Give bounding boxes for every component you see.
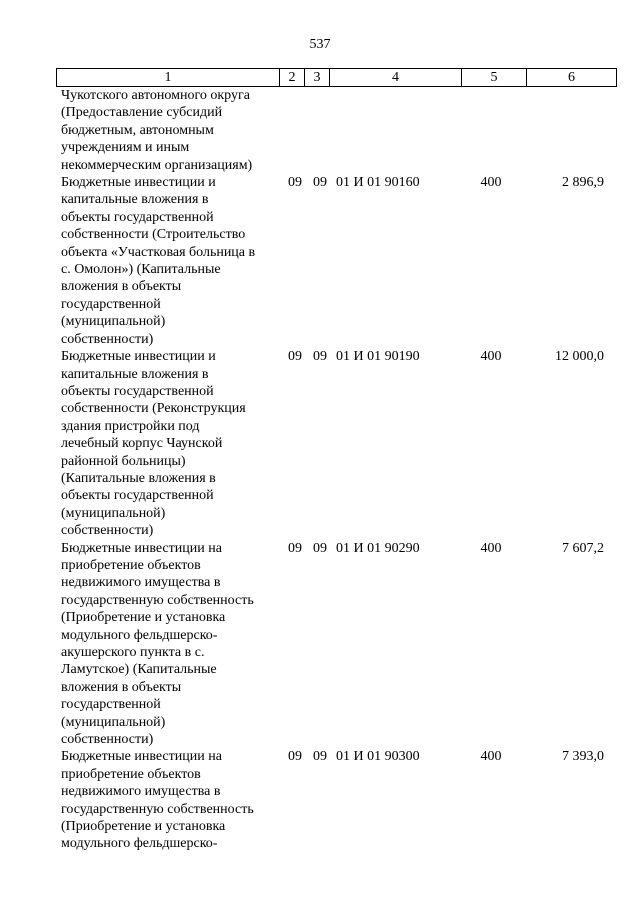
table-row xyxy=(0,87,640,174)
row-subsection: 09 xyxy=(313,175,327,191)
row-description: Бюджетные инвестиции на приобретение объектов недвижимого имущества в государственную собственность (Приобретение и установка модульного фельдшерско- xyxy=(61,749,254,852)
row-section: 09 xyxy=(288,540,302,556)
row-target-code: 01 И 01 90300 xyxy=(336,749,420,765)
page-number: 537 xyxy=(309,37,331,52)
row-description: Бюджетные инвестиции и капитальные вложения в объекты государственной собственности (Реконструкция здания пристройки под лечебный корпус Чаунской районной больницы) (Капитальные вложения в объекты государственной (муниципальной) собственности) xyxy=(61,349,246,539)
row-amount: 7 393,0 xyxy=(562,749,604,765)
row-expense-type: 400 xyxy=(480,175,502,191)
table-row xyxy=(0,348,640,539)
row-amount: 2 896,9 xyxy=(562,175,604,191)
table-row xyxy=(0,174,640,348)
header-col-1: 1 xyxy=(57,69,280,87)
header-col-4: 4 xyxy=(330,69,462,87)
row-subsection: 09 xyxy=(313,540,327,556)
row-expense-type: 400 xyxy=(480,349,502,365)
row-target-code: 01 И 01 90190 xyxy=(336,349,420,365)
table-row xyxy=(0,748,640,852)
row-expense-type: 400 xyxy=(480,540,502,556)
row-section: 09 xyxy=(288,749,302,765)
row-amount: 7 607,2 xyxy=(562,540,604,556)
row-section: 09 xyxy=(288,175,302,191)
header-col-6: 6 xyxy=(527,69,617,87)
row-description: Бюджетные инвестиции на приобретение объектов недвижимого имущества в государственную собственность (Приобретение и установка модульного фельдшерско- акушерского пункта в с. Ламутское) (Капитальные вложения в объекты государственной (муниципальной) собственности) xyxy=(61,540,254,748)
row-section: 09 xyxy=(288,349,302,365)
row-expense-type: 400 xyxy=(480,749,502,765)
header-col-2: 2 xyxy=(280,69,305,87)
row-amount: 12 000,0 xyxy=(555,349,604,365)
row-subsection: 09 xyxy=(313,349,327,365)
table-row xyxy=(0,540,640,749)
header-row xyxy=(57,69,617,87)
table-header xyxy=(56,68,617,87)
table-body xyxy=(0,87,640,853)
row-description: Бюджетные инвестиции и капитальные вложения в объекты государственной собственности (Строительство объекта «Участковая больница в с. Омолон») (Капитальные вложения в объекты государственной (муниципальной) собственности) xyxy=(61,175,256,347)
header-col-3: 3 xyxy=(305,69,330,87)
row-target-code: 01 И 01 90290 xyxy=(336,540,420,556)
row-target-code: 01 И 01 90160 xyxy=(336,175,420,191)
header-col-5: 5 xyxy=(462,69,527,87)
row-subsection: 09 xyxy=(313,749,327,765)
row-description: Чукотского автономного округа (Предоставление субсидий бюджетным, автономным учреждениям и иным некоммерческим организациям) xyxy=(61,88,253,173)
